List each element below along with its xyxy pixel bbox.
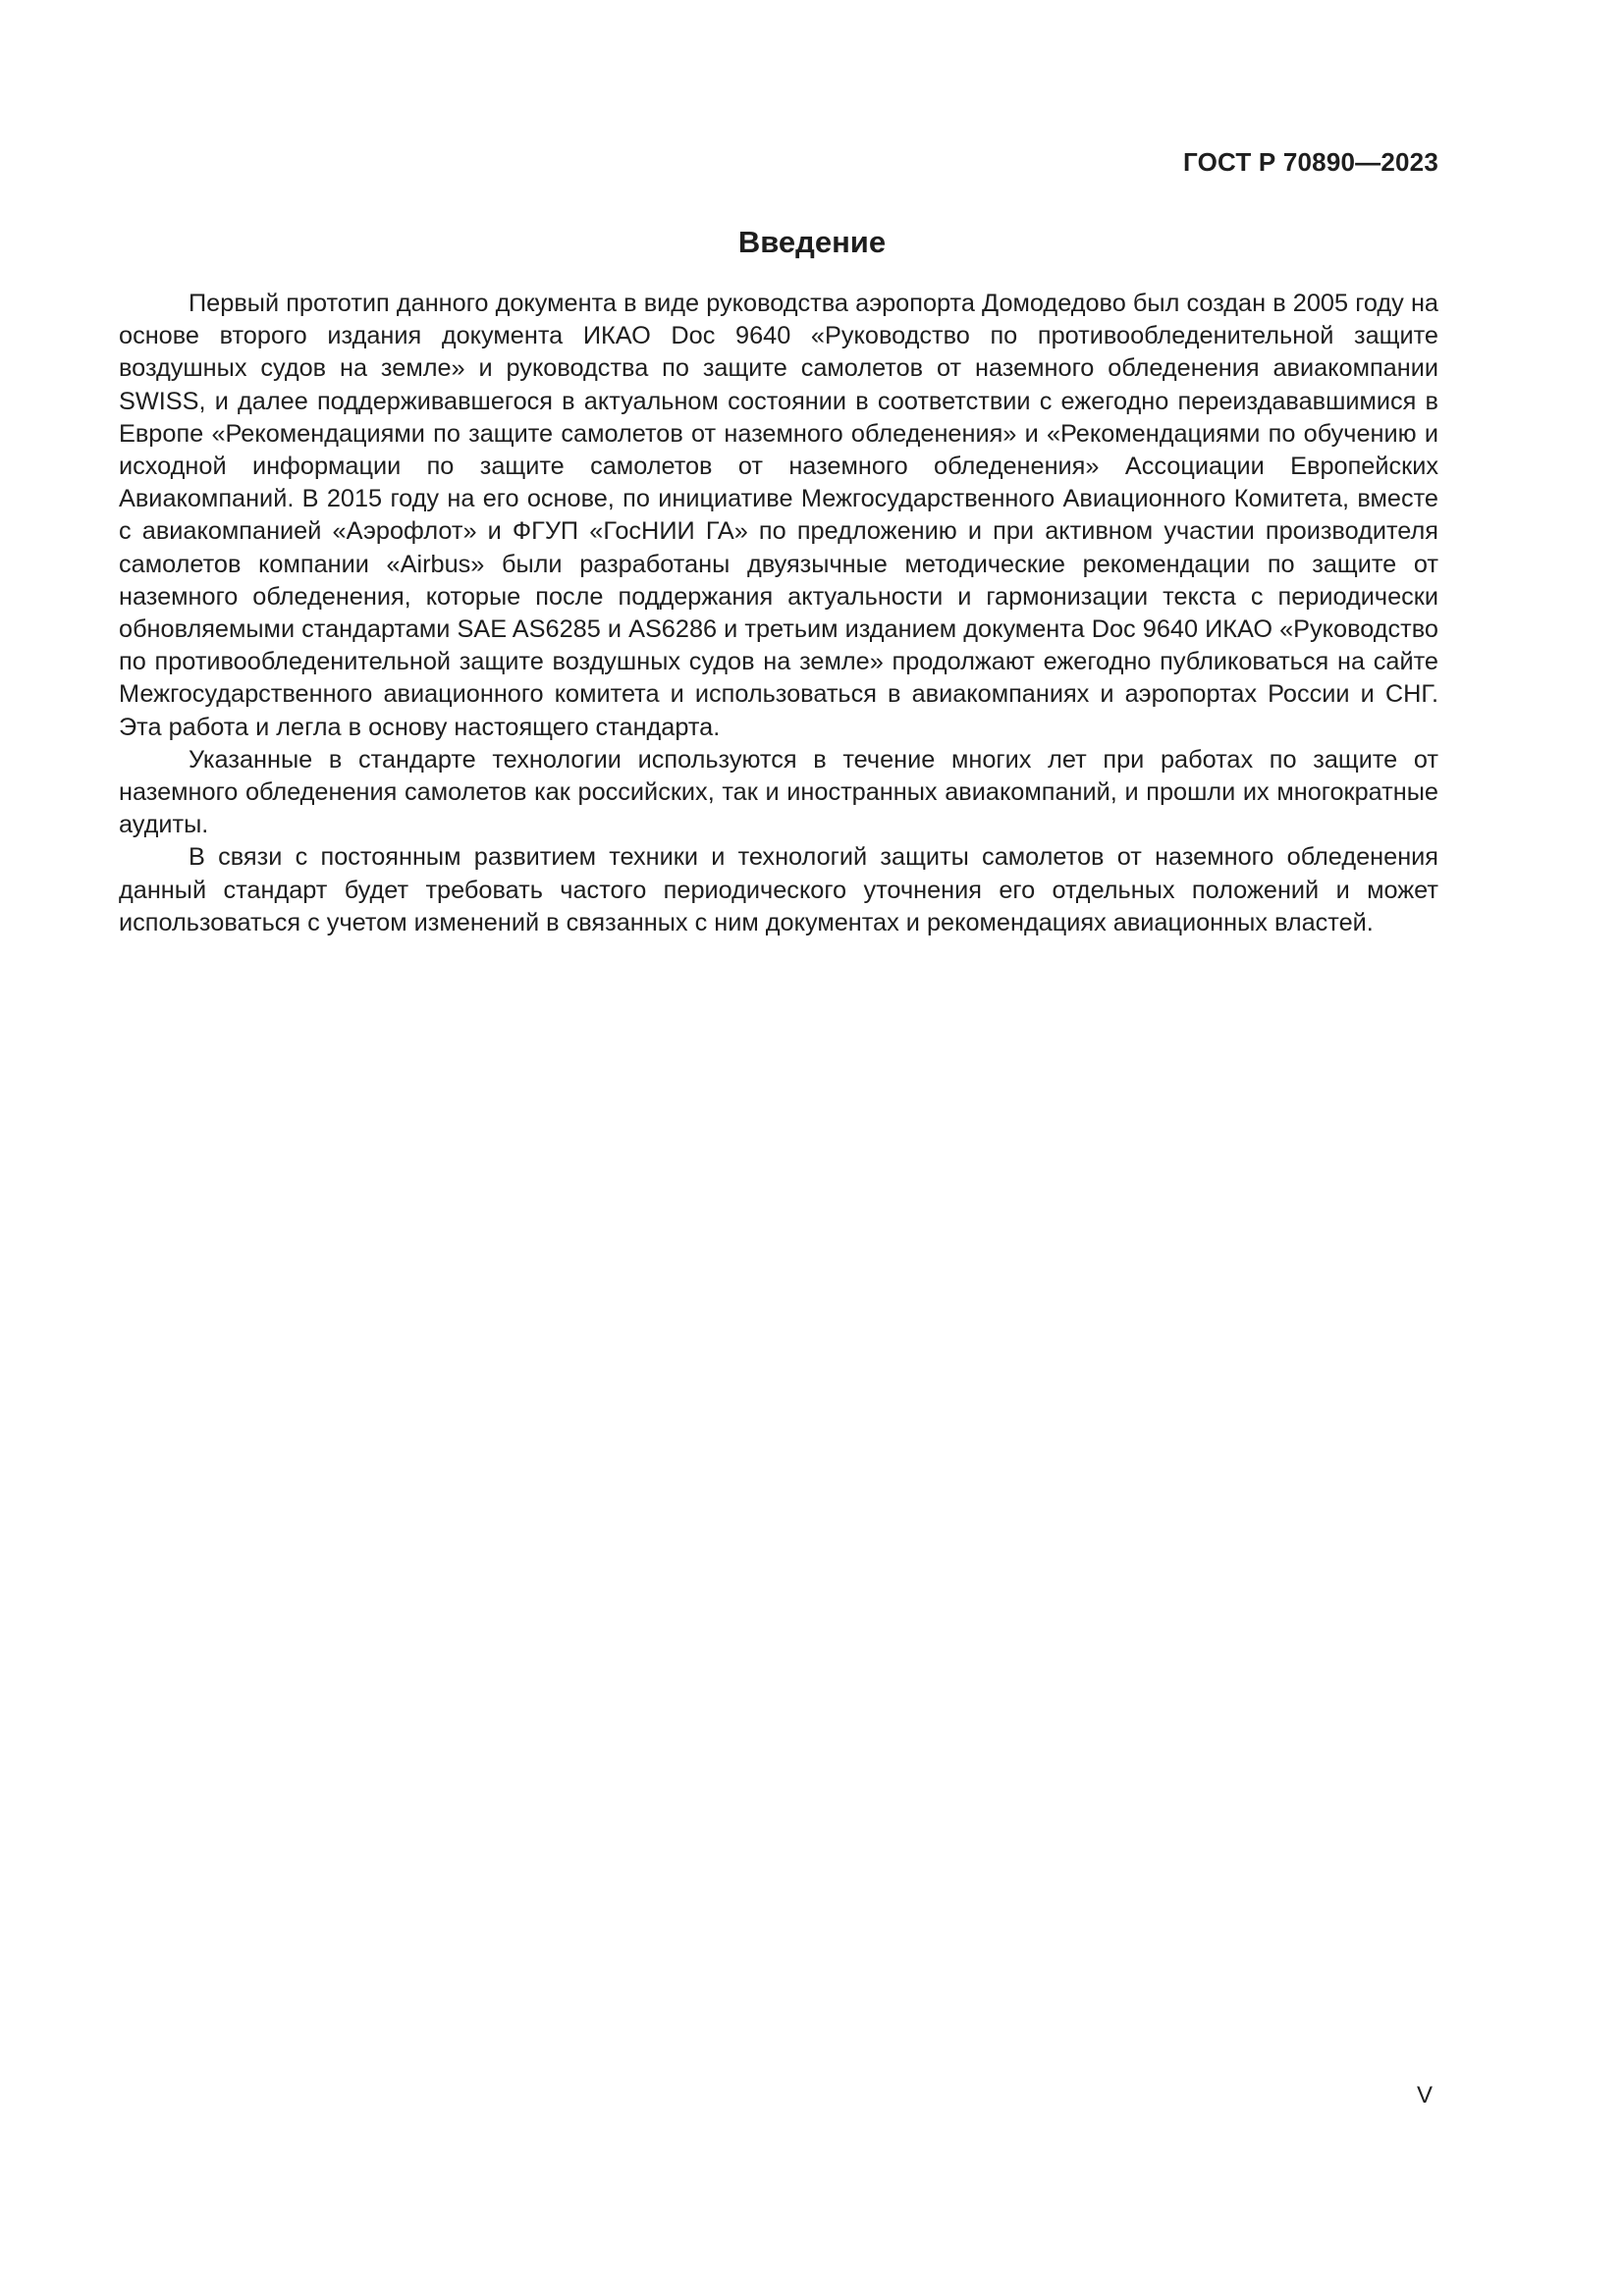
paragraph-history: Первый прототип данного документа в виде руководства аэропорта Домодедово был создан в 2005 году на основе второго издания документа ИКАО Doc 9640 «Руководство по противообледенительной защите воздушных судов на земле» и руководства по защите самолетов от наземного обледенения авиакомпании SWISS, и далее поддерживавшегося в актуальном состоянии в соответствии с ежегодно переиздававшимися в Европе «Рекомендациями по защите самолетов от наземного обледенения» и «Рекомендациями по обучению и исходной информации по защите самолетов от наземного обледенения» Ассоциации Европейских Авиакомпаний. В 2015 году на его основе, по инициативе Межгосударственного Авиационного Комитета, вместе с авиакомпанией «Аэрофлот» и ФГУП «ГосНИИ ГА» по предложению и при активном участии производителя самолетов компании «Airbus» были разработаны двуязычные методические рекомендации по защите от наземного обледенения, которые после поддержания актуальности и гармонизации текста с периодически обновляемыми стандартами SAE AS6285 и AS6286 и третьим изданием документа Doc 9640 ИКАО «Руководство по противообледенительной защите воздушных судов на земле» продолжают ежегодно публиковаться на сайте Межгосударственного авиационного комитета и использоваться в авиакомпаниях и аэропортах России и СНГ. Эта работа и легла в основу настоящего стандарта. [119,290,1438,741]
introduction-body [119,288,1438,939]
document-code: ГОСТ Р 70890—2023 [1183,147,1438,177]
page-number: V [1417,2082,1434,2109]
section-title: Введение [737,225,887,259]
paragraph-usage: Указанные в стандарте технологии используются в течение многих лет при работах по защите от наземного обледенения самолетов как российских, так и иностранных авиакомпаний, и прошли их многократные аудиты. [119,745,1438,839]
paragraph-updates: В связи с постоянным развитием техники и технологий защиты самолетов от наземного обледенения данный стандарт будет требовать частого периодического уточнения его отдельных положений и может использоваться с учетом изменений в связанных с ним документах и рекомендациях авиационных властей. [119,843,1438,936]
